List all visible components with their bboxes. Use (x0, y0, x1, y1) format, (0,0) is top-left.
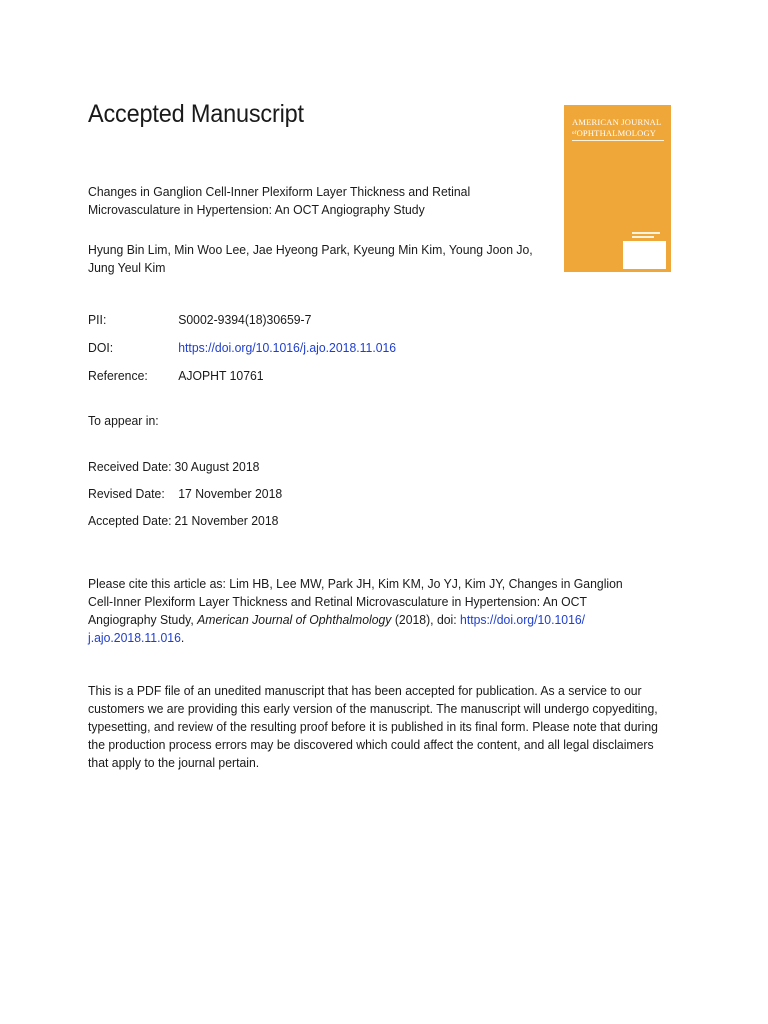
citation-journal: American Journal of Ophthalmology (197, 612, 392, 627)
pii-value: S0002-9394(18)30659-7 (178, 312, 312, 327)
journal-name-line1: AMERICAN JOURNAL (572, 117, 662, 127)
journal-cover-image (564, 105, 671, 272)
journal-name-ophthalmology: OPHTHALMOLOGY (576, 128, 657, 138)
revised-date-row (88, 485, 282, 503)
pii-row (88, 311, 311, 329)
accepted-date-label: Accepted Date: (88, 513, 172, 528)
cover-text-mark (632, 232, 660, 234)
journal-name-line2 (572, 128, 656, 138)
cover-white-panel (623, 241, 666, 269)
cover-text-mark (632, 236, 654, 238)
received-date-row (88, 458, 259, 476)
article-title: Changes in Ganglion Cell-Inner Plexiform Layer Thickness and Retinal Microvasculature in Hypertension: An OCT Angiography Study (88, 184, 471, 217)
pii-label: PII: (88, 312, 107, 327)
reference-label: Reference: (88, 368, 148, 383)
citation-middle: (2018), doi: (391, 612, 461, 627)
received-date-label: Received Date: (88, 459, 172, 474)
reference-value: AJOPHT 10761 (178, 368, 264, 383)
citation-suffix: . (180, 630, 185, 645)
cover-rule (572, 140, 664, 141)
disclaimer-paragraph: This is a PDF file of an unedited manuscript that has been accepted for publication. As a service to our customers we are providing this early version of the manuscript. The manuscript will undergo copyediting, typesetting, and review of the resulting proof before it is published in its final form. Please note that during the production process errors may be discovered which could affect the content, and all legal disclaimers that apply to the journal pertain. (88, 683, 658, 770)
doi-link[interactable]: https://doi.org/10.1016/j.ajo.2018.11.016 (178, 340, 397, 355)
accepted-date-row (88, 512, 278, 530)
to-appear-in: To appear in: (88, 413, 159, 428)
citation-prefix: Please cite this article as: Lim HB, Lee MW, Park JH, Kim KM, Jo YJ, Kim JY, Changes in Ganglion Cell-Inner Plexiform Layer Thickness and Retinal Microvasculature in Hypertension: An OCT Angiography Study, (88, 576, 623, 627)
page-title: Accepted Manuscript (88, 100, 304, 128)
article-authors: Hyung Bin Lim, Min Woo Lee, Jae Hyeong Park, Kyeung Min Kim, Young Joon Jo, Jung Yeul Kim (88, 242, 533, 275)
revised-date-label: Revised Date: (88, 486, 165, 501)
reference-row (88, 367, 264, 385)
received-date-value: 30 August 2018 (174, 459, 260, 474)
doi-label: DOI: (88, 340, 114, 355)
doi-row (88, 339, 396, 357)
journal-name-of: of (572, 131, 577, 136)
citation-paragraph (88, 575, 638, 647)
accepted-date-value: 21 November 2018 (174, 513, 279, 528)
revised-date-value: 17 November 2018 (178, 486, 283, 501)
citation-doi-link[interactable]: https://doi.org/10.1016/ j.ajo.2018.11.016 (88, 612, 586, 645)
